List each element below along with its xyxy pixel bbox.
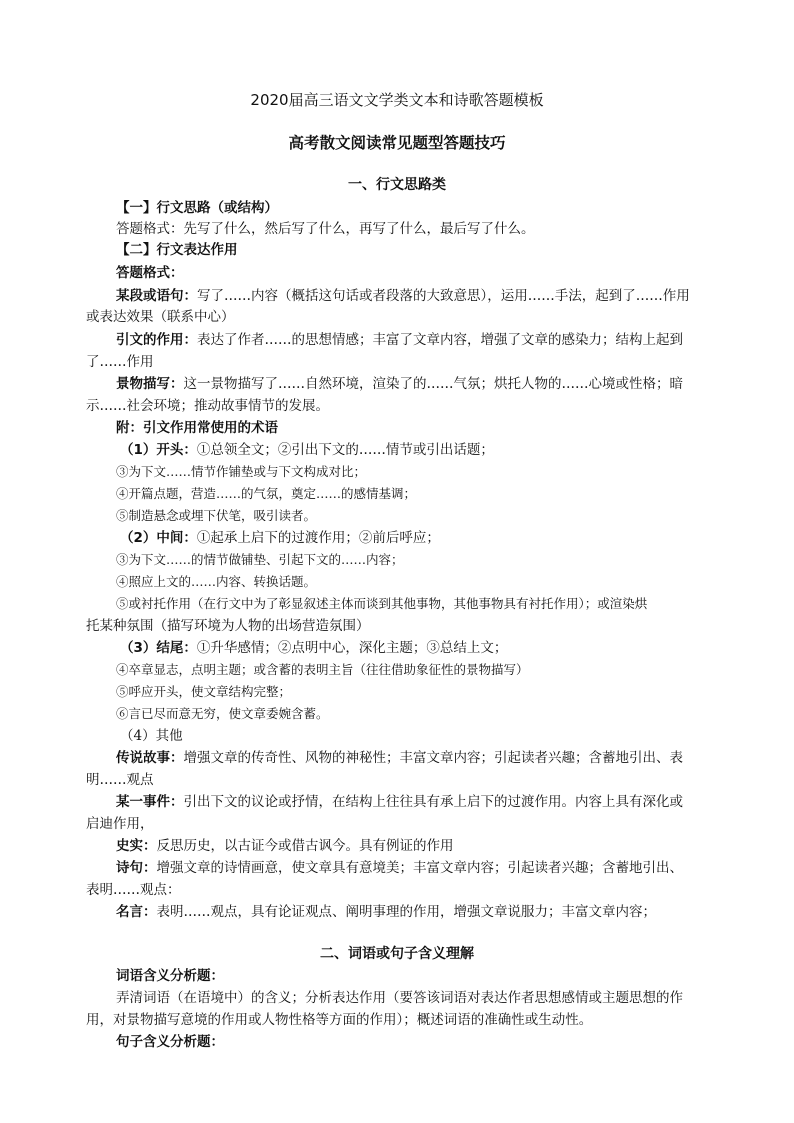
section-heading-2: 二、词语或句子含义理解 [320,946,474,962]
term-label: 名言： [116,904,157,920]
item-middle-5-cont: 托某种氛围（描写环境为人物的出场营造氛围） [86,618,370,634]
document-subtitle: 高考散文阅读常见题型答题技巧 [288,134,506,152]
item-middle [120,527,708,549]
subsection-heading-expression: 【二】行文表达作用 [116,242,238,258]
paragraph-sentence [116,285,708,307]
paragraph-history [116,835,708,857]
item-start [120,439,708,461]
paragraph-event [116,791,708,813]
term-body: 引出下文的议论或抒情，在结构上往往具有承上启下的过渡作用。内容上具有深化或 [183,794,683,810]
section-heading-1: 一、行文思路类 [348,177,446,193]
item-start-3: ③为下文……情节作铺垫或与下文构成对比； [116,464,367,479]
paragraph-scene-cont: 示……社会环境；推动故事情节的发展。 [86,398,329,414]
subsection-heading-structure: 【一】行文思路（或结构） [116,200,278,216]
document-title: 2020届高三语文文学类文本和诗歌答题模板 [250,91,544,109]
appendix-heading: 附：引文作用常使用的术语 [116,420,278,436]
paragraph-quote-cont: 了……作用 [86,354,154,370]
term-body: ①升华感情；②点明中心，深化主题；③总结上文； [196,640,508,656]
word-analysis-heading: 词语含义分析题： [116,968,224,984]
term-body: 这一景物描写了……自然环境，渲染了的……气氛；烘托人物的……心境或性格；暗 [183,376,683,392]
item-middle-3: ③为下文……的情节做铺垫、引起下文的……内容； [116,552,404,567]
item-start-5: ⑤制造悬念或埋下伏笔，吸引读者。 [116,508,317,523]
item-end-5: ⑤呼应开头，使文章结构完整； [116,684,292,699]
item-middle-5: ⑤或衬托作用（在行文中为了彰显叙述主体而谈到其他事物，其他事物具有衬托作用）；或渲染烘 [116,596,648,611]
paragraph-poem-cont: 表明……观点： [86,882,181,898]
term-label: 某段或语句： [116,288,197,304]
term-label: （3）结尾： [120,640,197,656]
item-end-4: ④卒章显志，点明主题；或含蓄的表明主旨（往往借助象征性的景物描写） [116,662,529,677]
paragraph-quote2 [116,901,708,923]
answer-format-label: 答题格式： [116,265,184,281]
sentence-analysis-heading: 句子含义分析题： [116,1034,224,1050]
paragraph-event-cont: 启迪作用， [86,816,154,832]
paragraph-quote [116,329,708,351]
term-label: 诗句： [116,860,157,876]
item-end-6: ⑥言已尽而意无穷，使文章委婉含蓄。 [116,706,329,721]
word-analysis-body: 弄清词语（在语境中）的含义；分析表达作用（要答该词语对表达作者思想感情或主题思想的作 [116,990,683,1006]
item-other: （4）其他 [120,728,183,744]
paragraph-poem [116,857,708,879]
term-label: 某一事件： [116,794,184,810]
term-body: 增强文章的诗情画意，使文章具有意境美；丰富文章内容；引起读者兴趣；含蓄地引出、 [156,860,683,876]
term-label: （1）开头： [120,442,197,458]
structure-answer-format: 答题格式：先写了什么，然后写了什么，再写了什么，最后写了什么。 [116,221,535,237]
term-label: 史实： [116,838,157,854]
term-body: 表达了作者……的思想情感；丰富了文章内容，增强了文章的感染力；结构上起到 [197,332,683,348]
item-middle-4: ④照应上文的……内容、转换话题。 [116,574,317,589]
item-start-4: ④开篇点题，营造……的气氛，奠定……的感情基调； [116,486,417,501]
paragraph-legend-cont: 明……观点 [86,772,154,788]
item-end [120,637,708,659]
term-label: （2）中间： [120,530,197,546]
paragraph-sentence-cont: 或表达效果（联系中心） [86,309,235,325]
paragraph-legend [116,747,708,769]
term-label: 引文的作用： [116,332,197,348]
term-body: ①总领全文；②引出下文的……情节或引出话题； [196,442,494,458]
term-body: 增强文章的传奇性、风物的神秘性；丰富文章内容；引起读者兴趣；含蓄地引出、表 [183,750,683,766]
paragraph-scene [116,373,708,395]
term-body: 写了……内容（概括这句话或者段落的大致意思），运用……手法，起到了……作用 [197,288,690,304]
term-body: 表明……观点，具有论证观点、阐明事理的作用，增强文章说服力；丰富文章内容； [156,904,656,920]
term-label: 景物描写： [116,376,184,392]
word-analysis-body-cont: 用，对景物描写意境的作用或人物性格等方面的作用）；概述词语的准确性或生动性。 [86,1012,593,1028]
term-body: 反思历史，以古证今或借古讽今。具有例证的作用 [156,838,454,854]
term-body: ①起承上启下的过渡作用；②前后呼应； [196,530,440,546]
term-label: 传说故事： [116,750,184,766]
